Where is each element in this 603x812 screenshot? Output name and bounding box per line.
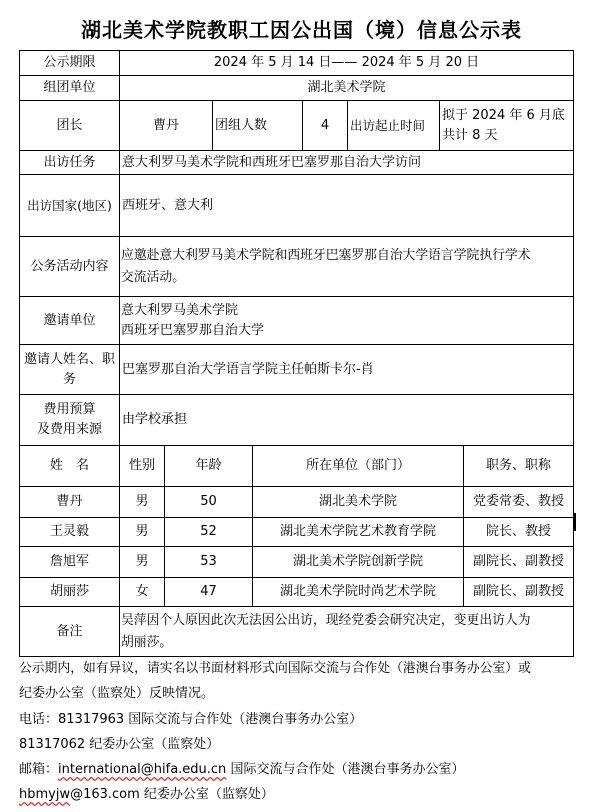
member-title: 副院长、副教授 [472,584,564,599]
task-label: 出访任务 [43,154,96,170]
dates-value-line2: 共计 8 天 [442,127,498,143]
inviter-line1: 意大利罗马美术学院 [121,302,239,318]
member-unit: 湖北美术学院艺术教育学院 [279,524,436,539]
footer-email2 [19,786,274,804]
member-age: 53 [200,554,217,569]
members-count-label: 团组人数 [215,117,268,133]
members-count-value: 4 [320,117,330,133]
cursor-mark [574,513,576,531]
remark-value [120,607,573,656]
org-value: 湖北美术学院 [307,80,386,95]
member-gender: 男 [135,494,149,509]
member-age: 47 [200,584,217,599]
col-header-age: 年龄 [195,458,222,473]
email-link-international[interactable]: international@hifa.edu.cn [58,762,227,777]
col-header-title: 职务、职称 [485,458,551,473]
member-name: 曹丹 [56,494,83,509]
footer-phone: 电话：81317963 国际交流与合作处（港澳台事务办公室） [19,712,363,727]
member-name: 王灵毅 [49,524,89,539]
remark-line1: 吴萍因个人原因此次无法因公出访，现经党委会研究决定，变更出访人为 [121,612,531,628]
leader-label: 团长 [56,117,83,133]
footer-line2: 纪委办公室（监察处）反映情况。 [19,686,215,701]
budget-label-line1: 费用预算 [43,402,96,417]
member-unit: 湖北美术学院 [318,494,397,509]
org-label: 组团单位 [43,80,96,95]
member-age: 50 [200,494,217,509]
member-name: 詹旭军 [49,554,89,569]
country-value: 西班牙、意大利 [122,197,214,213]
activity-line2: 交流活动。 [121,269,185,285]
member-gender: 男 [135,554,149,569]
col-header-name: 姓 名 [49,458,89,473]
dates-value-line1: 拟于 2024 年 6 月底 [442,107,565,123]
invitee-label-line2: 务 [62,371,76,387]
member-title: 院长、教授 [485,524,551,539]
country-label: 出访国家(地区) [27,197,112,213]
budget-value: 由学校承担 [122,412,188,427]
member-title: 副院长、副教授 [472,554,564,569]
footer-phone2: 81317062 纪委办公室（监察处） [19,737,220,752]
budget-label-line2: 及费用来源 [36,422,102,437]
footer-line1: 公示期内，如有异议，请实名以书面材料形式向国际交流与合作处（港澳台事务办公室）或 [19,661,531,676]
invitee-label-line1: 邀请人姓名、职 [23,351,115,367]
member-age: 52 [200,524,217,539]
inviter-line2: 西班牙巴塞罗那自治大学 [121,322,265,338]
dates-label: 出访起止时间 [350,117,426,133]
member-gender: 女 [135,584,149,599]
email1-org: 国际交流与合作处（港澳台事务办公室） [226,762,465,777]
invitee-value: 巴塞罗那自治大学语言学院主任帕斯卡尔-肖 [122,361,374,377]
dates-value [440,101,573,150]
footer-email1 [19,761,464,779]
page-title: 湖北美术学院教职工因公出国（境）信息公示表 [81,18,522,42]
leader-value: 曹丹 [152,117,179,133]
member-unit: 湖北美术学院创新学院 [292,554,423,569]
email-prefix: 邮箱： [19,762,59,777]
inviter-value [120,297,573,344]
col-header-gender: 性别 [128,458,155,473]
activity-line1: 应邀赴意大利罗马美术学院和西班牙巴塞罗那自治大学语言学院执行学术 [121,247,531,263]
remark-label: 备注 [56,623,83,639]
period-value: 2024 年 5 月 14 日—— 2024 年 5 月 20 日 [213,55,480,70]
task-value: 意大利罗马美术学院和西班牙巴塞罗那自治大学访问 [122,154,422,170]
member-gender: 男 [135,524,149,539]
budget-label [20,395,119,445]
col-header-unit: 所在单位（部门） [305,458,410,473]
member-name: 胡丽莎 [49,584,89,599]
remark-line2: 胡丽莎。 [121,634,173,650]
activity-value [120,237,573,296]
member-unit: 湖北美术学院时尚艺术学院 [279,584,436,599]
period-label: 公示期限 [43,55,96,70]
activity-label: 公务活动内容 [30,258,109,274]
email2-domain: @163.com 纪委办公室（监察处） [70,787,274,802]
invitee-label [20,345,119,394]
email-user-hbmyjw[interactable]: hbmyjw [19,787,71,802]
member-title: 党委常委、教授 [472,494,564,509]
inviter-label: 邀请单位 [43,312,96,328]
